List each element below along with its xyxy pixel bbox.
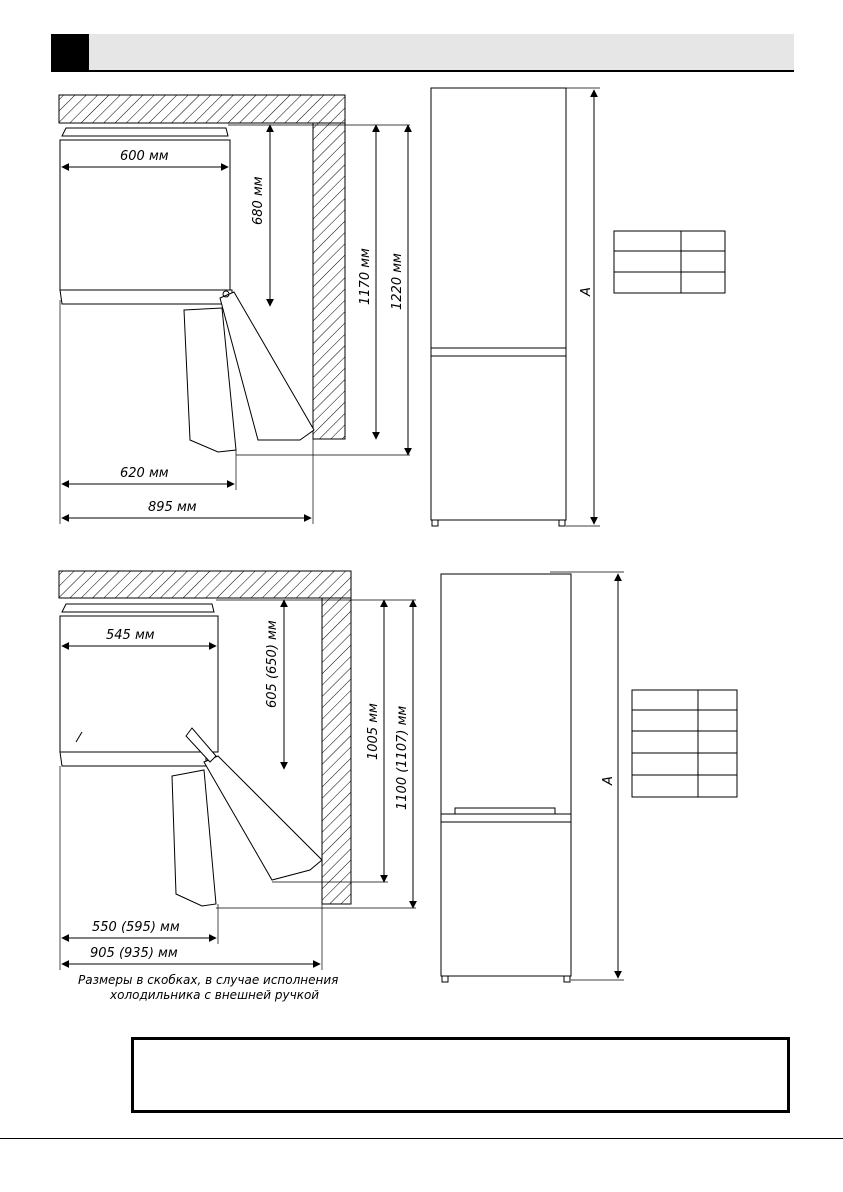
dim-895-label: 895 мм	[148, 500, 197, 515]
dim-605-label: 605 (650) мм	[265, 620, 280, 708]
door-closed-2	[60, 752, 206, 766]
door-open-2	[204, 756, 322, 880]
fridge-top-outline-2	[60, 604, 218, 752]
dim-1100-label: 1100 (1107) мм	[395, 705, 410, 810]
dim-1005-label: 1005 мм	[366, 703, 381, 760]
notice-box	[131, 1037, 790, 1113]
fridge-foot-left-2	[442, 976, 448, 982]
dim-545-label: 545 мм	[106, 628, 155, 643]
top-front-view	[431, 88, 725, 526]
note-line-2: холодильника с внешней ручкой	[110, 988, 320, 1002]
dim-1170-label: 1170 мм	[358, 248, 373, 305]
bottom-front-view	[441, 572, 737, 982]
dim-680-label: 680 мм	[251, 176, 266, 225]
footer-rule	[0, 1138, 843, 1139]
note-line-1: Размеры в скобках, в случае исполнения	[78, 973, 339, 987]
height-a-label: A	[579, 287, 594, 296]
top-dimension-table	[614, 231, 725, 293]
dim-620-label: 620 мм	[120, 466, 169, 481]
bottom-dimension-table	[632, 690, 737, 797]
dim-550-label: 550 (595) мм	[92, 920, 180, 935]
fridge-front-body	[431, 88, 566, 520]
handle-mark	[76, 732, 82, 742]
side-wall	[313, 123, 345, 439]
fridge-front-body-2	[441, 574, 571, 976]
dim-1220-label: 1220 мм	[390, 253, 405, 310]
door-closed	[60, 290, 232, 304]
dim-905-label: 905 (935) мм	[90, 946, 178, 961]
fridge-foot-right	[559, 520, 565, 526]
back-wall	[59, 95, 345, 123]
bottom-plan-view	[59, 571, 416, 1002]
drawer-open-2	[172, 770, 216, 906]
dim-600-label: 600 мм	[120, 149, 169, 164]
fridge-foot-right-2	[564, 976, 570, 982]
fridge-handle-slot	[455, 808, 555, 814]
notice-text	[134, 1040, 787, 1064]
side-wall-2	[322, 598, 351, 904]
top-plan-view	[59, 95, 410, 524]
height-a-label-2: A	[601, 776, 616, 785]
door-open	[220, 292, 314, 440]
fridge-foot-left	[432, 520, 438, 526]
back-wall-2	[59, 571, 351, 598]
